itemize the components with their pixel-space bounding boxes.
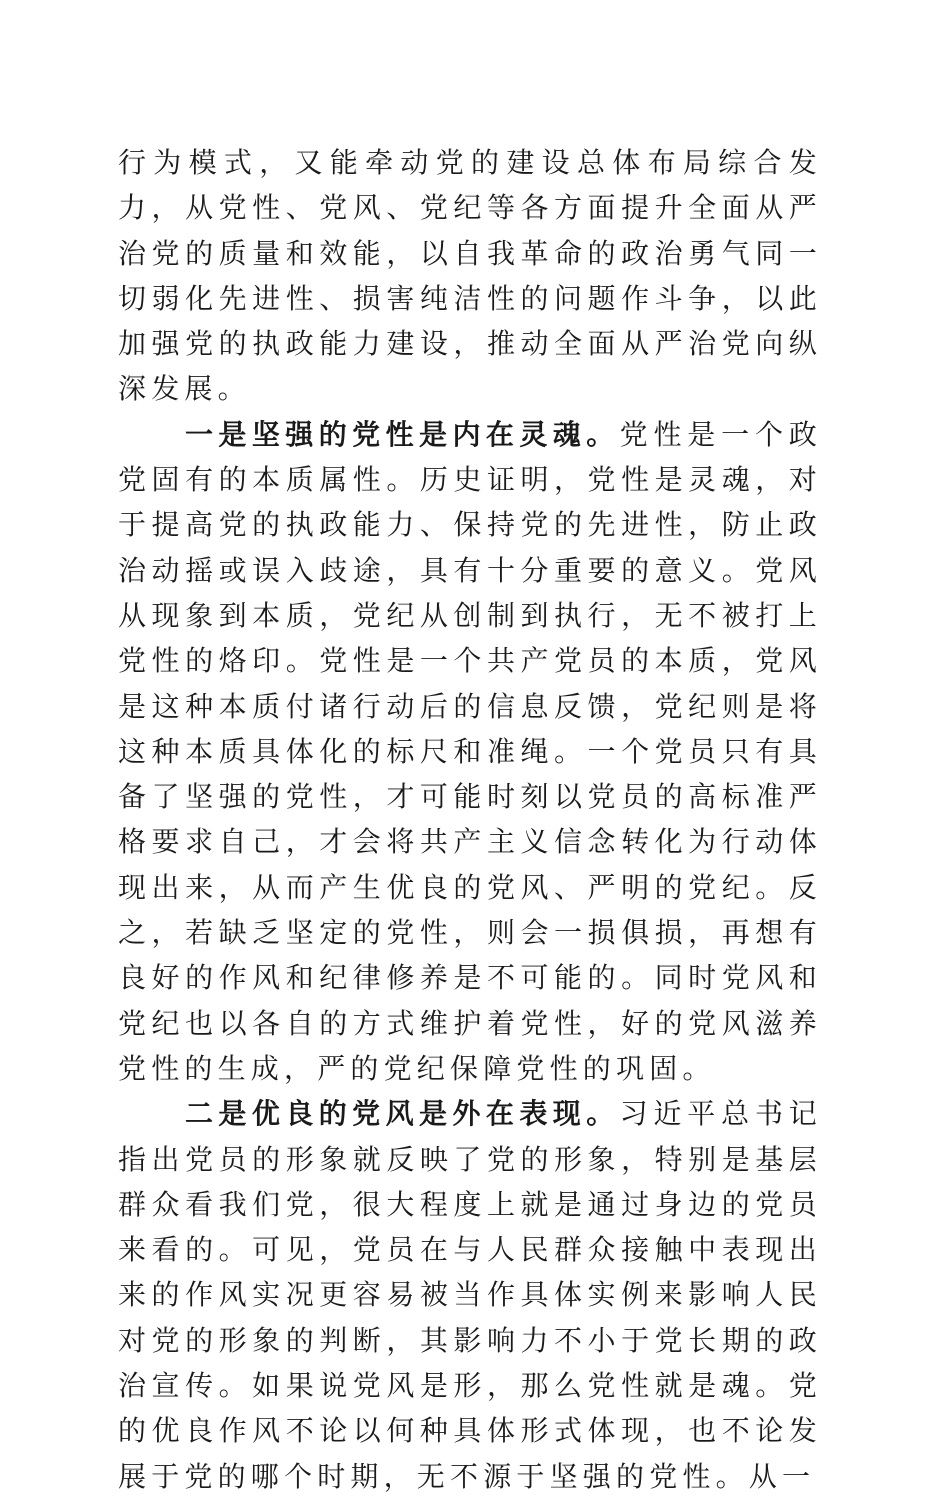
paragraph-party-spirit xyxy=(118,412,822,1091)
paragraph-lead-heading: 一是坚强的党性是内在灵魂。 xyxy=(185,417,620,451)
paragraph-party-style xyxy=(118,1091,822,1499)
paragraph-lead-heading: 二是优良的党风是外在表现。 xyxy=(185,1097,620,1131)
document-page xyxy=(118,140,822,1499)
paragraph-text: 党性是一个政党固有的本质属性。历史证明，党性是灵魂，对于提高党的执政能力、保持党的先进性，防止政治动摇或误入歧途，具有十分重要的意义。党风从现象到本质，党纪从创制到执行，无不被打上党性的烙印。党性是一个共产党员的本质，党风是这种本质付诸行动后的信息反馈，党纪则是将这种本质具体化的标尺和准绳。一个党员只有具备了坚强的党性，才可能时刻以党员的高标准严格要求自己，才会将共产主义信念转化为行动体现出来，从而产生优良的党风、严明的党纪。反之，若缺乏坚定的党性，则会一损俱损，再想有良好的作风和纪律修养是不可能的。同时党风和党纪也以各自的方式维护着党性，好的党风滋养党性的生成，严的党纪保障党性的巩固。 xyxy=(118,417,823,1085)
paragraph-intro-continuation xyxy=(118,140,822,412)
paragraph-text: 行为模式，又能牵动党的建设总体布局综合发力，从党性、党风、党纪等各方面提升全面从严治党的质量和效能，以自我革命的政治勇气同一切弱化先进性、损害纯洁性的问题作斗争，以此加强党的执政能力建设，推动全面从严治党向纵深发展。 xyxy=(118,146,822,406)
paragraph-text: 习近平总书记指出党员的形象就反映了党的形象，特别是基层群众看我们党，很大程度上就是通过身边的党员来看的。可见，党员在与人民群众接触中表现出来的作风实况更容易被当作具体实例来影响人民对党的形象的判断，其影响力不小于党长期的政治宣传。如果说党风是形，那么党性就是魂。党的优良作风不论以何种具体形式体现，也不论发展于党的哪个时期，无不源于坚强的党性。从一 xyxy=(118,1097,823,1493)
